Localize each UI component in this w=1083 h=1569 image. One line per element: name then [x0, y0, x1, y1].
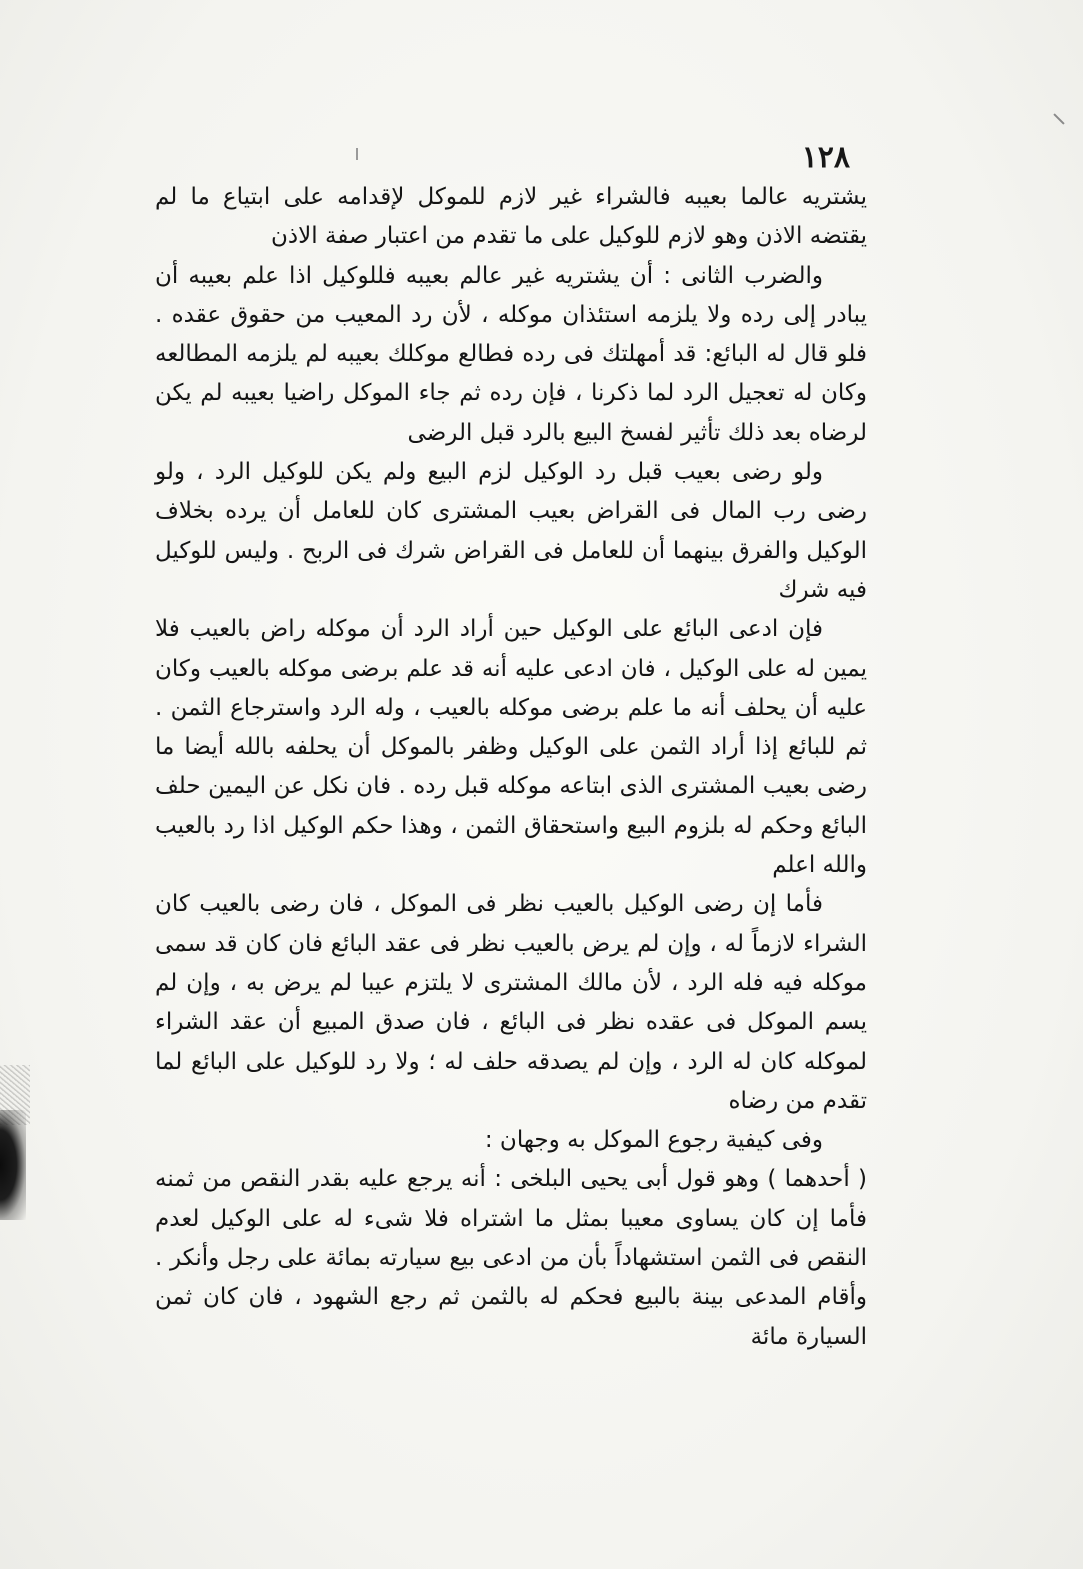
paragraph: فأما إن رضى الوكيل بالعيب نظر فى الموكل ، فان رضى بالعيب كان الشراء لازماً له ، وإن لم يرض بالعيب نظر فى عقد البائع فان كان قد سمى موكله فيه فله الرد ، لأن مالك المشترى لا يلتزم عيبا لم يرض به ، وإن لم يسم الموكل فى عقده نظر فى البائع ، فان صدق المبيع أن عقد الشراء لموكله كان له الرد ، وإن لم يصدقه حلف له ؛ ولا رد للوكيل على البائع لما تقدم من رضاه [155, 891, 867, 1114]
paragraph: ولو رضى بعيب قبل رد الوكيل لزم البيع ولم يكن للوكيل الرد ، ولو رضى رب المال فى القراض بعيب المشترى كان للعامل أن يرده بخلاف الوكيل والفرق بينهما أن للعامل فى القراض شرك فى الربح . وليس للوكيل فيه شرك [155, 459, 867, 603]
binding-shadow [0, 1110, 26, 1220]
scan-artifact [356, 148, 358, 160]
page-number: ١٢٨ [801, 140, 850, 175]
scan-artifact [1053, 113, 1064, 124]
paragraph: وفى كيفية رجوع الموكل به وجهان : [484, 1127, 823, 1154]
body-text [155, 178, 867, 1357]
paragraph: فإن ادعى البائع على الوكيل حين أراد الرد أن موكله راض بالعيب فلا يمين له على الوكيل ، فان ادعى عليه أنه قد علم برضى موكله بالعيب وكان عليه أن يحلف أنه ما علم برضى موكله بالعيب ، وله الرد واسترجاع الثمن . ثم للبائع إذا أراد الثمن على الوكيل وظفر بالموكل أن يحلفه بالله أيضا ما رضى بعيب المشترى الذى ابتاعه موكله قبل رده . فان نكل عن اليمين حلف البائع وحكم له بلزوم البيع واستحقاق الثمن ، وهذا حكم الوكيل اذا رد بالعيب والله اعلم [155, 616, 867, 879]
paragraph: يشتريه عالما بعيبه فالشراء غير لازم للموكل لإقدامه على ابتياع ما لم يقتضه الاذن وهو لازم للوكيل على ما تقدم من اعتبار صفة الاذن [155, 184, 867, 250]
paragraph: ( أحدهما ) وهو قول أبى يحيى البلخى : أنه يرجع عليه بقدر النقص من ثمنه فأما إن كان يساوى معيبا بمثل ما اشتراه فلا شىء له على الوكيل لعدم النقص فى الثمن استشهاداً بأن من ادعى بيع سيارته بمائة على رجل وأنكر . وأقام المدعى بينة بالبيع فحكم له بالثمن ثم رجع الشهود ، فان كان ثمن السيارة مائة [155, 1166, 867, 1350]
paragraph: والضرب الثانى : أن يشتريه غير عالم بعيبه فللوكيل اذا علم بعيبه أن يبادر إلى رده ولا يلزمه استئذان موكله ، لأن رد المعيب من حقوق عقده . فلو قال له البائع: قد أمهلتك فى رده فطالع موكلك بعيبه لم يلزمه المطالعه وكان له تعجيل الرد لما ذكرنا ، فإن رده ثم جاء الموكل راضيا بعيبه لم يكن لرضاه بعد ذلك تأثير لفسخ البيع بالرد قبل الرضى [155, 262, 867, 446]
